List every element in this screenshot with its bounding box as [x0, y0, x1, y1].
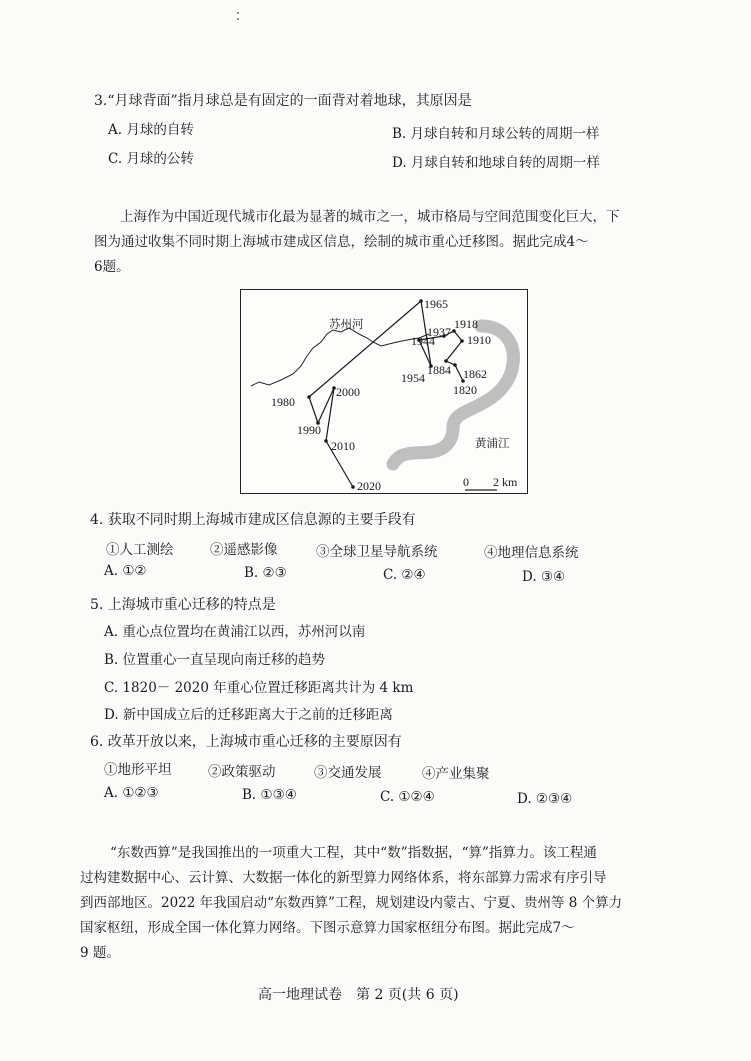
q6-item-2: ②政策驱动: [208, 764, 276, 780]
centroid-point-1862: [453, 363, 457, 367]
q4-option-a: A. ①②: [104, 563, 147, 579]
q6-option-d: D. ②③④: [517, 791, 573, 807]
scan-speckle: [237, 18, 239, 20]
q4-item-2: ②遥感影像: [210, 542, 278, 558]
year-label-1884: 1884: [427, 363, 451, 377]
passage1-line2: 图为通过收集不同时期上海城市建成区信息，绘制的城市重心迁移图。据此完成4～: [94, 234, 589, 250]
centroid-point-2020: [351, 485, 355, 489]
q4-stem: 4. 获取不同时期上海城市建成区信息源的主要手段有: [90, 512, 416, 528]
track-segment-1910-1918: [454, 331, 462, 341]
passage1-line1: 上海作为中国近现代城市化最为显著的城市之一，城市格局与空间范围变化巨大，下: [120, 209, 620, 225]
q6-item-4: ④产业集聚: [422, 766, 490, 782]
q5-option-c: C. 1820－ 2020 年重心位置迁移距离共计为 4 km: [104, 680, 414, 696]
passage2-line2: 过构建数据中心、云计算、大数据一体化的新型算力网络体系，将东部算力需求有序引导: [80, 870, 607, 886]
passage2-line4: 国家枢纽，形成全国一体化算力网络。下图示意算力国家枢纽分布图。据此完成7～: [80, 920, 575, 936]
q6-item-1: ①地形平坦: [104, 762, 172, 778]
q6-stem: 6. 改革开放以来，上海城市重心迁移的主要原因有: [90, 734, 402, 750]
passage1-line3: 6题。: [94, 259, 130, 275]
year-label-1862: 1862: [463, 367, 487, 381]
q4-item-1: ①人工测绘: [106, 542, 174, 558]
year-label-1937: 1937: [427, 325, 451, 339]
centroid-point-1965: [419, 299, 423, 303]
year-label-1980: 1980: [271, 395, 295, 409]
q3-option-c: C. 月球的公转: [108, 151, 194, 167]
q5-option-d: D. 新中国成立后的迁移距离大于之前的迁移距离: [104, 707, 393, 723]
year-label-1954: 1954: [401, 371, 425, 385]
q4-option-d: D. ③④: [522, 569, 566, 585]
map-svg: [241, 290, 529, 495]
q4-item-4: ④地理信息系统: [484, 545, 579, 561]
q4-option-b: B. ②③: [244, 565, 287, 581]
scan-speckle: [237, 12, 239, 14]
year-label-1910: 1910: [467, 333, 491, 347]
scale-zero: 0: [463, 475, 469, 489]
q3-option-b: B. 月球自转和月球公转的周期一样: [392, 126, 600, 142]
year-label-2010: 2010: [331, 439, 355, 453]
track-segment-1820-1862: [455, 365, 463, 381]
centroid-point-1910: [460, 339, 464, 343]
q6-item-3: ③交通发展: [314, 765, 382, 781]
year-label-1965: 1965: [424, 297, 448, 311]
centroid-point-1980: [307, 395, 311, 399]
year-label-1990: 1990: [297, 423, 321, 437]
q3-option-a: A. 月球的自转: [108, 122, 194, 138]
passage2-line3: 到西部地区。2022 年我国启动“东数西算”工程，规划建设内蒙古、宁夏、贵州等 8 个算力: [80, 895, 623, 911]
year-label-1918: 1918: [454, 317, 478, 331]
year-label-2000: 2000: [336, 385, 360, 399]
q4-option-c: C. ②④: [383, 567, 426, 583]
year-label-2020: 2020: [357, 479, 381, 493]
huangpu-river-label: 黄浦江: [475, 436, 510, 450]
q4-item-3: ③全球卫星导航系统: [316, 544, 438, 560]
track-segment-1884-1910: [446, 341, 462, 361]
page-footer: 高一地理试卷 第 2 页(共 6 页): [258, 987, 459, 1003]
track-segment-1980-1990: [309, 397, 318, 423]
q5-option-a: A. 重心点位置均在黄浦江以西，苏州河以南: [104, 624, 366, 640]
q5-option-b: B. 位置重心一直呈现向南迁移的趋势: [104, 652, 326, 668]
scale-distance: 2 km: [493, 475, 518, 489]
q5-stem: 5. 上海城市重心迁移的特点是: [90, 597, 276, 613]
suzhou-creek-label: 苏州河: [329, 317, 364, 331]
q6-option-b: B. ①③④: [242, 787, 297, 803]
q3-option-d: D. 月球自转和地球自转的周期一样: [392, 155, 600, 171]
shanghai-centroid-map: [240, 289, 528, 494]
centroid-point-2010: [324, 439, 328, 443]
year-label-1820: 1820: [453, 383, 477, 397]
q3-stem: 3.“月球背面”指月球总是有固定的一面背对着地球，其原因是: [94, 93, 472, 109]
year-label-1944: 1944: [411, 334, 435, 348]
passage2-line5: 9 题。: [80, 945, 120, 961]
passage2-line1: “东数西算”是我国推出的一项重大工程，其中“数”指数据，“算”指算力。该工程通: [110, 845, 597, 861]
year-labels: [271, 297, 491, 493]
q6-option-c: C. ①②④: [380, 789, 435, 805]
q6-option-a: A. ①②③: [104, 785, 159, 801]
